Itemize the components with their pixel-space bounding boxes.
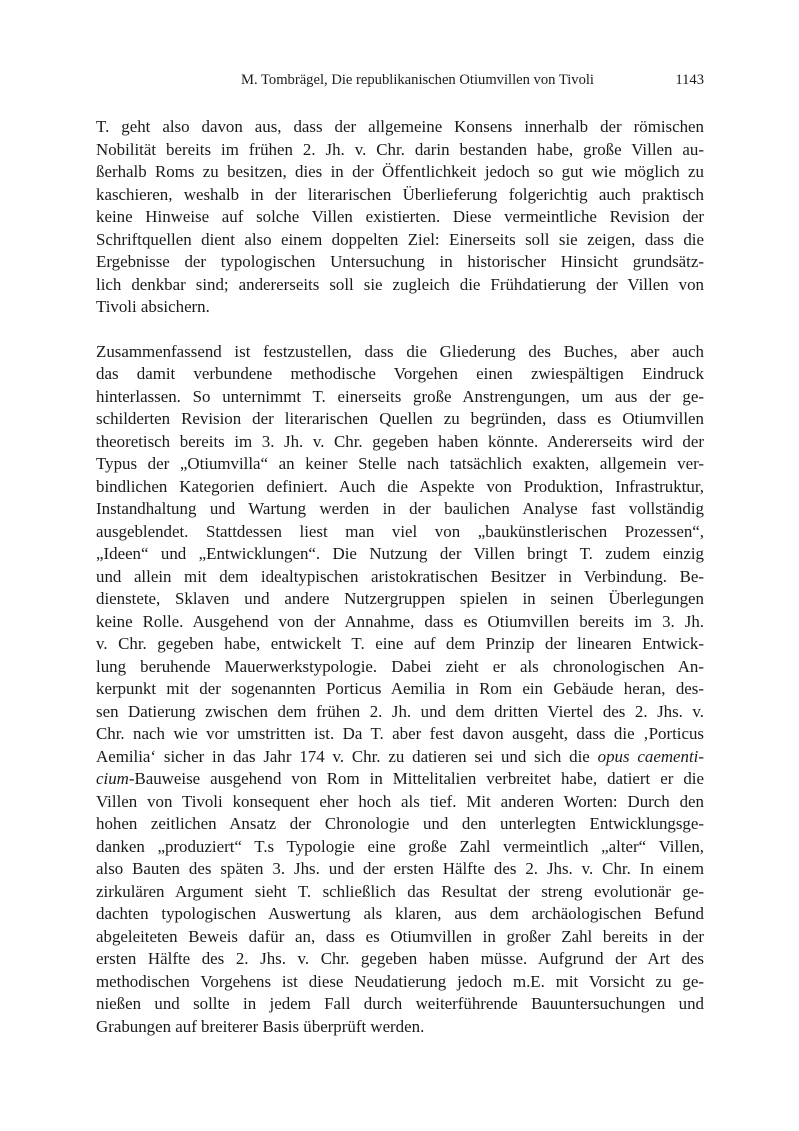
text-line: das damit verbundene methodische Vorgehen einen zwiespältigen Eindruck: [96, 364, 704, 383]
text-line: und allein mit dem idealtypischen aristokratischen Besitzer in Verbindung. Be-: [96, 566, 704, 586]
paragraph-gap: [96, 319, 704, 341]
text-line: sen Datierung zwischen dem frühen 2. Jh. und dem dritten Viertel des 2. Jhs. v.: [96, 701, 704, 721]
text-line: Instandhaltung und Wartung werden in der baulichen Analyse fast vollständig: [96, 499, 704, 518]
text-line: lung beruhende Mauerwerkstypologie. Dabei zieht er als chronologischen An-: [96, 656, 704, 676]
italic-term: opus caementi-: [597, 746, 704, 766]
text-line: v. Chr. gegeben habe, entwickelt T. eine auf dem Prinzip der linearen Entwick-: [96, 634, 704, 653]
running-header: [96, 72, 704, 92]
paragraph: [96, 341, 704, 1039]
page-number: 1143: [675, 72, 704, 88]
text-line: methodischen Vorgehens ist diese Neudatierung jedoch m.E. mit Vorsicht zu ge-: [96, 971, 704, 991]
text-line: Villen von Tivoli konsequent eher hoch als tief. Mit anderen Worten: Durch den: [96, 791, 704, 811]
text-line: lich denkbar sind; andererseits soll sie zugleich die Frühdatierung der Villen von: [96, 274, 704, 294]
text-line: „Ideen“ und „Entwicklungen“. Die Nutzung der Villen bringt T. zudem einzig: [96, 544, 704, 563]
text-line: ersten Hälfte des 2. Jhs. v. Chr. gegeben haben müsse. Aufgrund der Art des: [96, 949, 704, 968]
text-line: Zusammenfassend ist festzustellen, dass die Gliederung des Buches, aber auch: [96, 341, 704, 361]
running-title: M. Tombrägel, Die republikanischen Otiumvillen von Tivoli: [241, 72, 594, 88]
italic-term: cium: [96, 769, 129, 788]
text-line: [96, 768, 704, 791]
text-line: theoretisch bereits im 3. Jh. v. Chr. gegeben haben könnte. Andererseits wird der: [96, 431, 704, 451]
text-line: Tivoli absichern.: [96, 297, 210, 316]
text-line: ausgeblendet. Stattdessen liest man viel von „baukünstlerischen Prozessen“,: [96, 521, 704, 541]
text-line: dienstete, Sklaven und andere Nutzergruppen spielen in seinen Überlegungen: [96, 589, 704, 608]
text-run: -Bauweise ausgehend von Rom in Mittelitalien verbreitet habe, datiert er die: [128, 769, 704, 788]
text-line: kerpunkt mit der sogenannten Porticus Aemilia in Rom ein Gebäude heran, des-: [96, 679, 704, 698]
text-line: zirkulären Argument sieht T. schließlich das Resultat der streng evolutionär ge-: [96, 881, 704, 901]
text-run: Aemilia‘ sicher in das Jahr 174 v. Chr. zu datieren sei und sich die: [96, 746, 598, 766]
text-line: Chr. nach wie vor umstritten ist. Da T. aber fest davon ausgeht, dass die ‚Porticus: [96, 724, 704, 743]
text-line: abgeleiteten Beweis dafür an, dass es Otiumvillen in großer Zahl bereits in der: [96, 926, 704, 946]
text-line: Schriftquellen dient also einem doppelten Ziel: Einerseits soll sie zeigen, dass die: [96, 229, 704, 249]
text-line: Typus der „Otiumvilla“ an keiner Stelle nach tatsächlich exakten, allgemein ver-: [96, 454, 704, 473]
text-line: dachten typologischen Auswertung als klaren, aus dem archäologischen Befund: [96, 904, 704, 923]
text-line: hinterlassen. So unternimmt T. einerseits große Anstrengungen, um aus der ge-: [96, 386, 704, 406]
text-line: keine Rolle. Ausgehend von der Annahme, dass es Otiumvillen bereits im 3. Jh.: [96, 611, 704, 631]
text-line: ßerhalb Roms zu besitzen, dies in der Öffentlichkeit jedoch so gut wie möglich zu: [96, 162, 704, 181]
text-line: Ergebnisse der typologischen Untersuchung in historischer Hinsicht grundsätz-: [96, 252, 704, 271]
text-line: Grabungen auf breiterer Basis überprüft werden.: [96, 1016, 425, 1036]
text-line: schilderten Revision der literarischen Quellen zu begründen, dass es Otiumvillen: [96, 409, 704, 428]
text-line: hohen zeitlichen Ansatz der Chronologie und den unterlegten Entwicklungsge-: [96, 814, 704, 833]
text-line: T. geht also davon aus, dass der allgemeine Konsens innerhalb der römischen: [96, 117, 704, 136]
text-line: also Bauten des späten 3. Jhs. und der ersten Hälfte des 2. Jhs. v. Chr. In einem: [96, 859, 704, 878]
text-line: kaschieren, weshalb in der literarischen Überlieferung folgerichtig auch praktisch: [96, 184, 704, 204]
paragraph: [96, 116, 704, 319]
text-line: danken „produziert“ T.s Typologie eine große Zahl vermeintlich „alter“ Villen,: [96, 836, 704, 856]
text-line: Nobilität bereits im frühen 2. Jh. v. Chr. darin bestanden habe, große Villen au-: [96, 139, 704, 159]
text-line: keine Hinweise auf solche Villen existierten. Diese vermeintliche Revision der: [96, 207, 704, 226]
text-line: nießen und sollte in jedem Fall durch weiterführende Bauuntersuchungen und: [96, 994, 704, 1013]
body-text: [96, 116, 704, 1038]
text-line: bindlichen Kategorien definiert. Auch die Aspekte von Produktion, Infrastruktur,: [96, 476, 704, 496]
text-line: [96, 746, 704, 769]
